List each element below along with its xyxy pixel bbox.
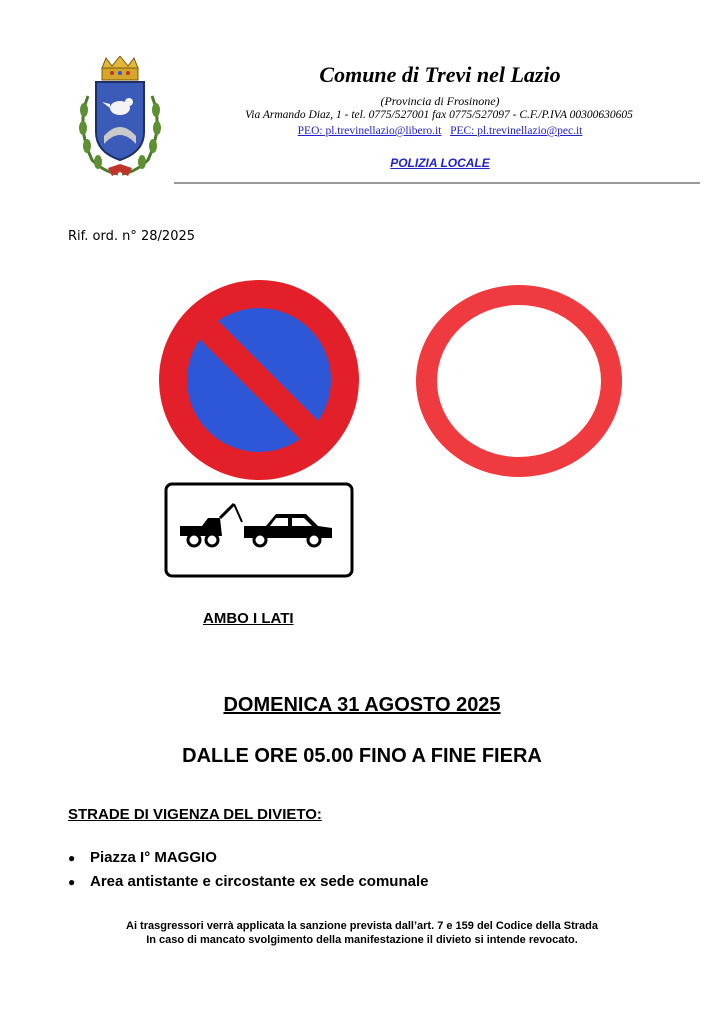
bullet-icon: ● xyxy=(68,875,76,889)
department-label: POLIZIA LOCALE xyxy=(390,156,490,170)
time-window: DALLE ORE 05.00 FINO A FINE FIERA xyxy=(182,745,542,767)
no-parking-sign xyxy=(156,277,362,483)
municipality-title: Comune di Trevi nel Lazio xyxy=(319,62,561,87)
sanction-note: Ai trasgressori verrà applicata la sanzione prevista dall’art. 7 e 159 del Codice della Strada xyxy=(126,920,598,932)
revocation-note: In caso di mancato svolgimento della manifestazione il divieto si intende revocato. xyxy=(146,934,578,946)
streets-heading: STRADE DI VIGENZA DEL DIVIETO: xyxy=(68,806,322,823)
event-date: DOMENICA 31 AGOSTO 2025 xyxy=(223,694,501,716)
list-item xyxy=(68,846,428,870)
peo-email-link[interactable]: PEO: pl.trevinellazio@libero.it xyxy=(297,125,442,137)
street-name: Area antistante e circostante ex sede comunale xyxy=(90,873,429,890)
ordinance-reference: Rif. ord. n° 28/2025 xyxy=(68,229,196,244)
tow-away-panel xyxy=(164,482,354,578)
address-line: Via Armando Diaz, 1 - tel. 0775/527001 fax 0775/527097 - C.F./P.IVA 00300630605 xyxy=(245,109,633,121)
bullet-icon: ● xyxy=(68,851,76,865)
header-divider xyxy=(174,182,700,184)
street-name: Piazza I° MAGGIO xyxy=(90,849,217,866)
no-transit-sign xyxy=(414,283,624,479)
sides-label: AMBO I LATI xyxy=(203,610,294,627)
pec-email-link[interactable]: PEC: pl.trevinellazio@pec.it xyxy=(450,125,583,137)
province-line: (Provincia di Frosinone) xyxy=(380,94,500,108)
legal-footer xyxy=(0,919,724,947)
municipal-crest xyxy=(74,56,166,180)
email-line xyxy=(180,125,700,137)
streets-list xyxy=(68,846,428,894)
list-item xyxy=(68,870,428,894)
